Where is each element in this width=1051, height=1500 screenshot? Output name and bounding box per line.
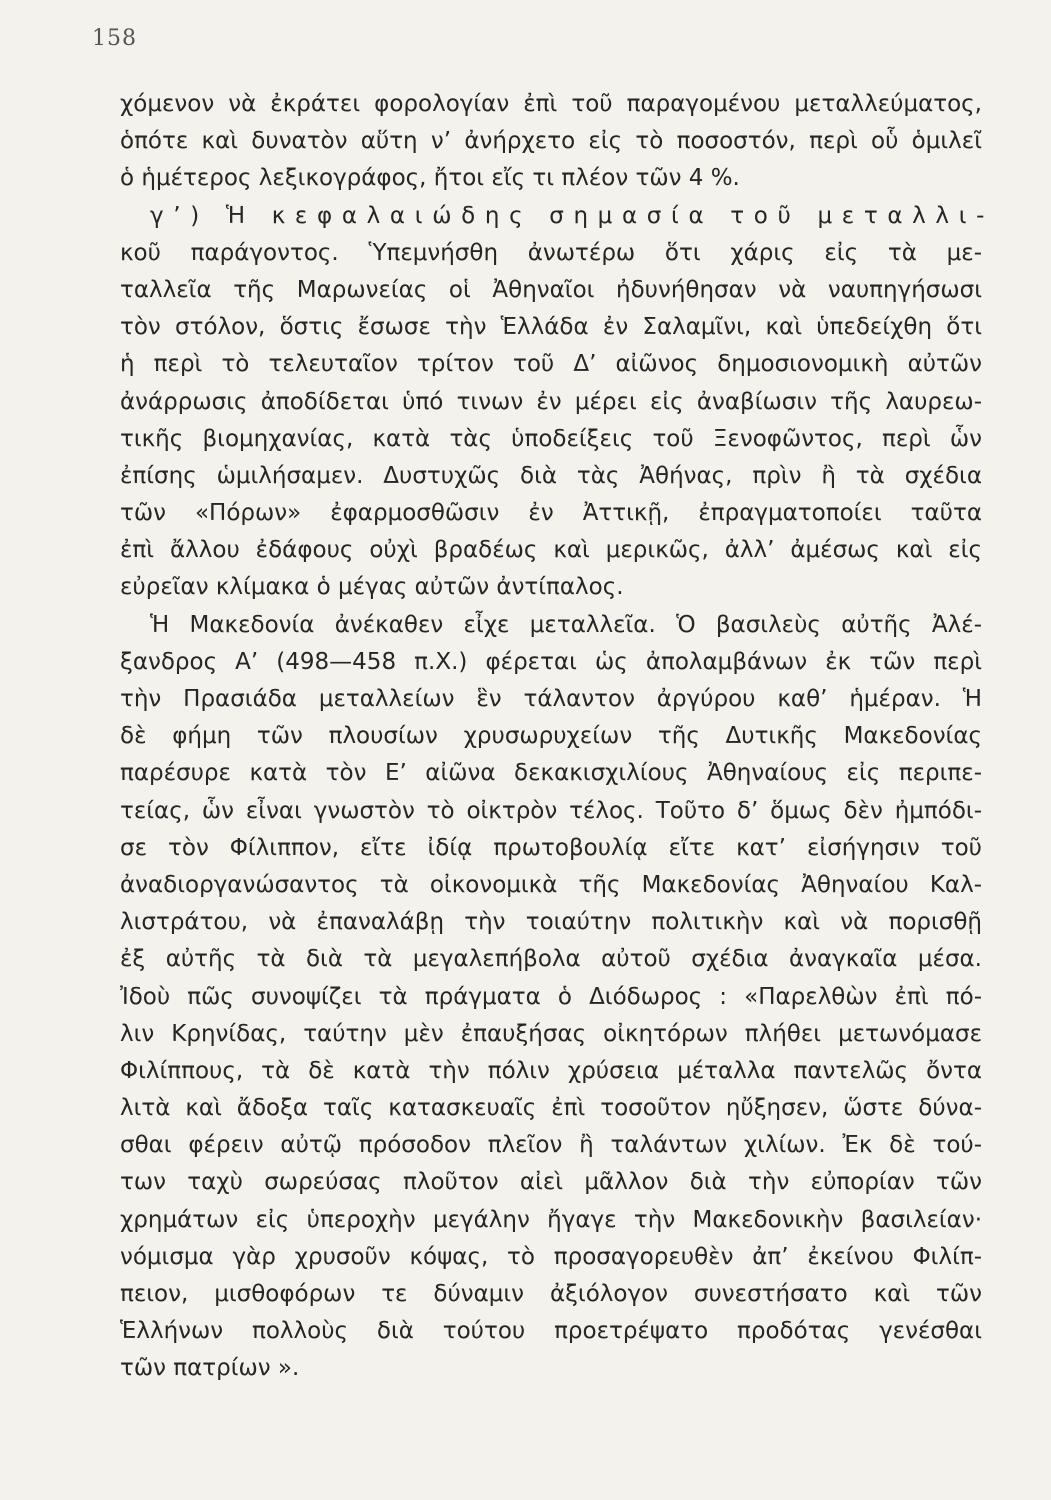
text-line: των ταχὺ σωρεύσας πλοῦτον αἰεὶ μᾶλλον διὰ τὴν εὐπορίαν τῶν	[120, 1169, 982, 1196]
text-line: ὁπότε καὶ δυνατὸν αὕτη ν’ ἀνήρχετο εἰς τὸ ποσοστόν, περὶ οὗ ὁμιλεῖ	[120, 128, 982, 155]
text-line: ἐπὶ ἄλλου ἐδάφους οὐχὶ βραδέως καὶ μερικῶς, ἀλλ’ ἀμέσως καὶ εἰς	[120, 537, 982, 564]
text-line: τὴν Πρασιάδα μεταλλείων ἓν τάλαντον ἀργύρου καθ’ ἡμέραν. Ἡ	[120, 686, 982, 712]
text-line: σθαι φέρειν αὐτῷ πρόσοδον πλεῖον ἢ ταλάντων χιλίων. Ἐκ δὲ τού-	[120, 1132, 982, 1159]
text-line: ἐξ αὐτῆς τὰ διὰ τὰ μεγαλεπήβολα αὐτοῦ σχέδια ἀναγκαῖα μέσα.	[120, 946, 982, 973]
text-line: ἀνάρρωσις ἀποδίδεται ὑπό τινων ἐν μέρει εἰς ἀναβίωσιν τῆς λαυρεω-	[120, 388, 982, 415]
text-line: δὲ φήμη τῶν πλουσίων χρυσωρυχείων τῆς Δυτικῆς Μακεδονίας	[120, 723, 982, 750]
text-line: τείας, ὧν εἶναι γνωστὸν τὸ οἰκτρὸν τέλος. Τοῦτο δ’ ὅμως δὲν ἠμπόδι-	[120, 797, 982, 824]
text-line: νόμισμα γὰρ χρυσοῦν κόψας, τὸ προσαγορευθὲν ἀπ’ ἐκείνου Φιλίπ-	[120, 1243, 982, 1270]
text-line: κοῦ παράγοντος. Ὑπεμνήσθη ἀνωτέρω ὅτι χάρις εἰς τὰ με-	[120, 239, 982, 266]
text-line: ταλλεῖα τῆς Μαρωνείας οἱ Ἀθηναῖοι ἠδυνήθησαν νὰ ναυπηγήσωσι	[120, 276, 982, 303]
text-line: ὁ ἡμέτερος λεξικογράφος, ἤτοι εἴς τι πλέον τῶν 4 %.	[120, 165, 740, 192]
text-line: ἐπίσης ὡμιλήσαμεν. Δυστυχῶς διὰ τὰς Ἀθήνας, πρὶν ἢ τὰ σχέδια	[120, 462, 982, 489]
text-line: τῶν πατρίων ».	[120, 1355, 300, 1382]
text-line: τὸν στόλον, ὅστις ἔσωσε τὴν Ἑλλάδα ἐν Σαλαμῖνι, καὶ ὑπεδείχθη ὅτι	[120, 314, 982, 341]
text-line: εὐρεῖαν κλίμακα ὁ μέγας αὐτῶν ἀντίπαλος.	[120, 574, 624, 601]
text-line: χόμενον νὰ ἐκράτει φορολογίαν ἐπὶ τοῦ παραγομένου μεταλλεύματος,	[120, 91, 982, 117]
text-line: Ἡ Μακεδονία ἀνέκαθεν εἶχε μεταλλεῖα. Ὁ βασιλεὺς αὐτῆς Ἀλέ-	[150, 611, 982, 638]
text-line: λιν Κρηνίδας, ταύτην μὲν ἐπαυξήσας οἰκητόρων πλήθει μετωνόμασε	[120, 1020, 982, 1047]
text-line: Ἑλλήνων πολλοὺς διὰ τούτου προετρέψατο προδότας γενέσθαι	[120, 1318, 982, 1345]
text-line: ἡ περὶ τὸ τελευταῖον τρίτον τοῦ Δ’ αἰῶνος δημοσιονομικὴ αὐτῶν	[120, 351, 982, 378]
text-line: παρέσυρε κατὰ τὸν Ε’ αἰῶνα δεκακισχιλίους Ἀθηναίους εἰς περιπε-	[120, 760, 982, 787]
text-line: Φιλίππους, τὰ δὲ κατὰ τὴν πόλιν χρύσεια μέταλλα παντελῶς ὄντα	[120, 1057, 982, 1084]
text-line: σε τὸν Φίλιππον, εἴτε ἰδίᾳ πρωτοβουλίᾳ εἴτε κατ’ εἰσήγησιν τοῦ	[120, 834, 982, 861]
text-line: λιστράτου, νὰ ἐπαναλάβῃ τὴν τοιαύτην πολιτικὴν καὶ νὰ πορισθῇ	[120, 909, 982, 936]
text-line: λιτὰ καὶ ἄδοξα ταῖς κατασκευαῖς ἐπὶ τοσοῦτον ηὔξησεν, ὥστε δύνα-	[120, 1095, 982, 1122]
text-line: Ἰδοὺ πῶς συνοψίζει τὰ πράγματα ὁ Διόδωρος : «Παρελθὼν ἐπὶ πό-	[120, 983, 982, 1010]
text-line: πειον, μισθοφόρων τε δύναμιν ἀξιόλογον συνεστήσατο καὶ τῶν	[120, 1281, 982, 1307]
text-line: χρημάτων εἰς ὑπεροχὴν μεγάλην ἤγαγε τὴν Μακεδονικὴν βασιλείαν·	[120, 1206, 982, 1233]
text-line: ξανδρος Α’ (498—458 π.Χ.) φέρεται ὡς ἀπολαμβάνων ἐκ τῶν περὶ	[120, 648, 982, 675]
text-line: τικῆς βιομηχανίας, κατὰ τὰς ὑποδείξεις τοῦ Ξενοφῶντος, περὶ ὧν	[120, 425, 982, 452]
text-line: τῶν «Πόρων» ἐφαρμοσθῶσιν ἐν Ἀττικῇ, ἐπραγματοποίει ταῦτα	[120, 500, 982, 527]
text-line: ἀναδιοργανώσαντος τὰ οἰκονομικὰ τῆς Μακεδονίας Ἀθηναίου Καλ-	[120, 871, 982, 898]
page-number: 158	[92, 26, 137, 51]
section-heading-line: γ’) Ἡ κεφαλαιώδης σημασία τοῦ μεταλλι-	[150, 202, 995, 229]
body-text	[120, 86, 995, 1388]
